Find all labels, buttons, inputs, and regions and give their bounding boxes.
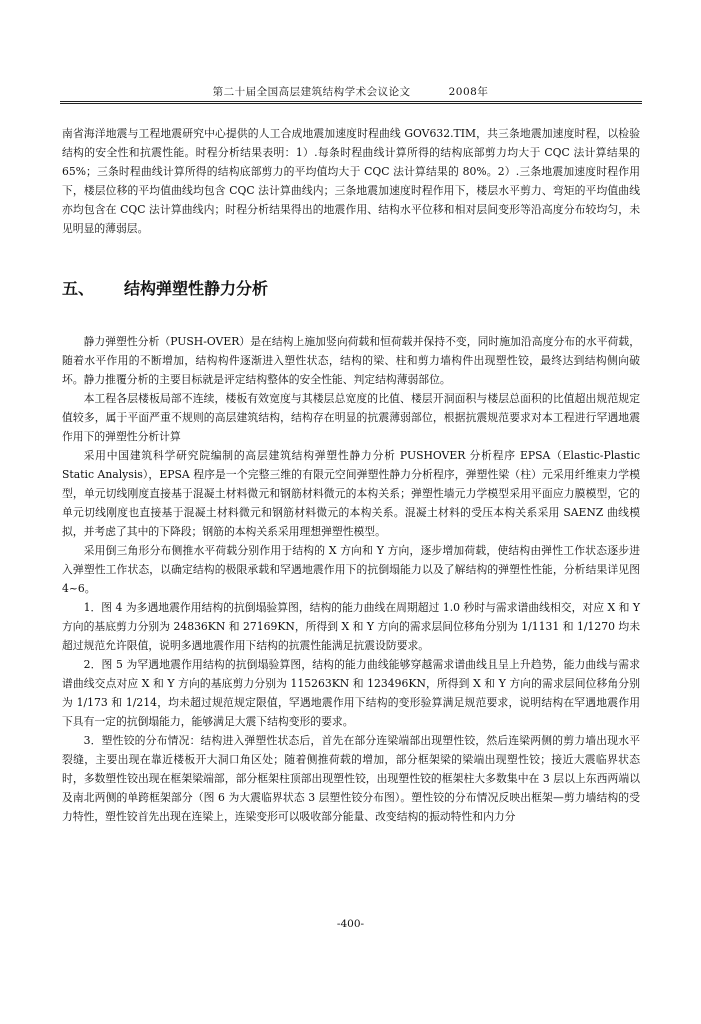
header-year: 2008年 [448, 86, 489, 98]
paragraph: 采用中国建筑科学研究院编制的高层建筑结构弹塑性静力分析 PUSHOVER 分析程序 EPSA（Elastic-Plastic Static Analysis），EPSA 程序是一个完整三维的有限元空间弹塑性静力分析程序，弹塑性梁（柱）元采用纤维束力学模型，单元切线刚度直接基于混凝土材料微元和钢筋材料微元的本构关系；弹塑性墙元力学模型采用平面应力膜模型，它的单元切线刚度也直接基于混凝土材料微元和钢筋材料微元的本构关系。混凝土材料的受压本构关系采用 SAENZ 曲线模拟，并考虑了其中的下降段；钢筋的本构关系采用理想弹塑性模型。 [62, 449, 640, 538]
list-item: 2．图 5 为罕遇地震作用结构的抗倒塌验算图，结构的能力曲线能够穿越需求谱曲线且呈上升趋势，能力曲线与需求谱曲线交点对应 X 和 Y 方向的基底剪力分别为 115263KN 和 123496KN，所得到 X 和 Y 方向的需求层间位移角分别为 1/173 和 1/214，均未超过规范规定限值，罕遇地震作用下结构的变形验算满足规范要求，说明结构在罕遇地震作用下具有一定的抗倒塌能力，能够满足大震下结构变形的要求。 [62, 658, 640, 728]
paragraph: 本工程各层楼板局部不连续，楼板有效宽度与其楼层总宽度的比值、楼层开洞面积与楼层总面积的比值超出规范规定值较多，属于平面严重不规则的高层建筑结构，结构存在明显的抗震薄弱部位，根据抗震规范要求对本工程进行罕遇地震作用下的弹塑性分析计算 [62, 392, 640, 443]
section-body [62, 332, 640, 826]
paragraph: 静力弹塑性分析（PUSH-OVER）是在结构上施加竖向荷载和恒荷载并保持不变，同时施加沿高度分布的水平荷载，随着水平作用的不断增加，结构构件逐渐进入塑性状态，结构的梁、柱和剪力墙构件出现塑性铰，最终达到结构侧向破坏。静力推覆分析的主要目标就是评定结构整体的安全性能、判定结构薄弱部位。 [62, 335, 640, 386]
section-number: 五、 [62, 279, 95, 298]
page-number: -400- [336, 918, 365, 930]
section-heading [62, 276, 268, 299]
intro-paragraph: 南省海洋地震与工程地震研究中心提供的人工合成地震加速度时程曲线 GOV632.TIM，共三条地震加速度时程，以检验结构的安全性和抗震性能。时程分析结果表明：1）.每条时程曲线计算所得的结构底部剪力均大于 CQC 法计算结果的 65%；三条时程曲线计算所得的结构底部剪力的平均值均大于 CQC 法计算结果的 80%。2）.三条地震加速度时程作用下，楼层位移的平均值曲线均包含 CQC 法计算曲线内；三条地震加速度时程作用下，楼层水平剪力、弯矩的平均值曲线亦均包含在 CQC 法计算曲线内；时程分析结果得出的地震作用、结构水平位移和相对层间变形等沿高度分布较均匀，未见明显的薄弱层。 [62, 127, 640, 235]
running-header [0, 84, 701, 99]
intro-text [62, 124, 640, 238]
list-item: 1．图 4 为多遇地震作用结构的抗倒塌验算图，结构的能力曲线在周期超过 1.0 秒时与需求谱曲线相交，对应 X 和 Y 方向的基底剪力分别为 24836KN 和 27169KN，所得到 X 和 Y 方向的需求层间位移角分别为 1/1131 和 1/1270 均未超过规范允许限值，说明多遇地震作用下结构的抗震性能满足抗震设防要求。 [62, 601, 640, 652]
list-item: 3．塑性铰的分布情况：结构进入弹塑性状态后，首先在部分连梁端部出现塑性铰，然后连梁两侧的剪力墙出现水平裂缝，主要出现在靠近楼板开大洞口角区处；随着侧推荷载的增加，部分框架梁的梁端出现塑性铰；接近大震临界状态时，多数塑性铰出现在框架梁端部，部分框架柱顶部出现塑性铰，出现塑性铰的框架柱大多数集中在 3 层以上东西两端以及南北两侧的单跨框架部分（图 6 为大震临界状态 3 层塑性铰分布图）。塑性铰的分布情况反映出框架—剪力墙结构的受力特性，塑性铰首先出现在连梁上，连梁变形可以吸收部分能量、改变结构的振动特性和内力分 [62, 734, 640, 823]
header-title: 第二十届全国高层建筑结构学术会议论文 [212, 86, 411, 98]
section-title: 结构弹塑性静力分析 [124, 279, 269, 298]
paragraph: 采用倒三角形分布侧推水平荷载分别作用于结构的 X 方向和 Y 方向，逐步增加荷载，使结构由弹性工作状态逐步进入弹塑性工作状态，以确定结构的极限承载和罕遇地震作用下的抗倒塌能力以及了解结构的弹塑性性能，分析结果详见图 4~6。 [62, 544, 640, 595]
header-rule [60, 101, 642, 104]
